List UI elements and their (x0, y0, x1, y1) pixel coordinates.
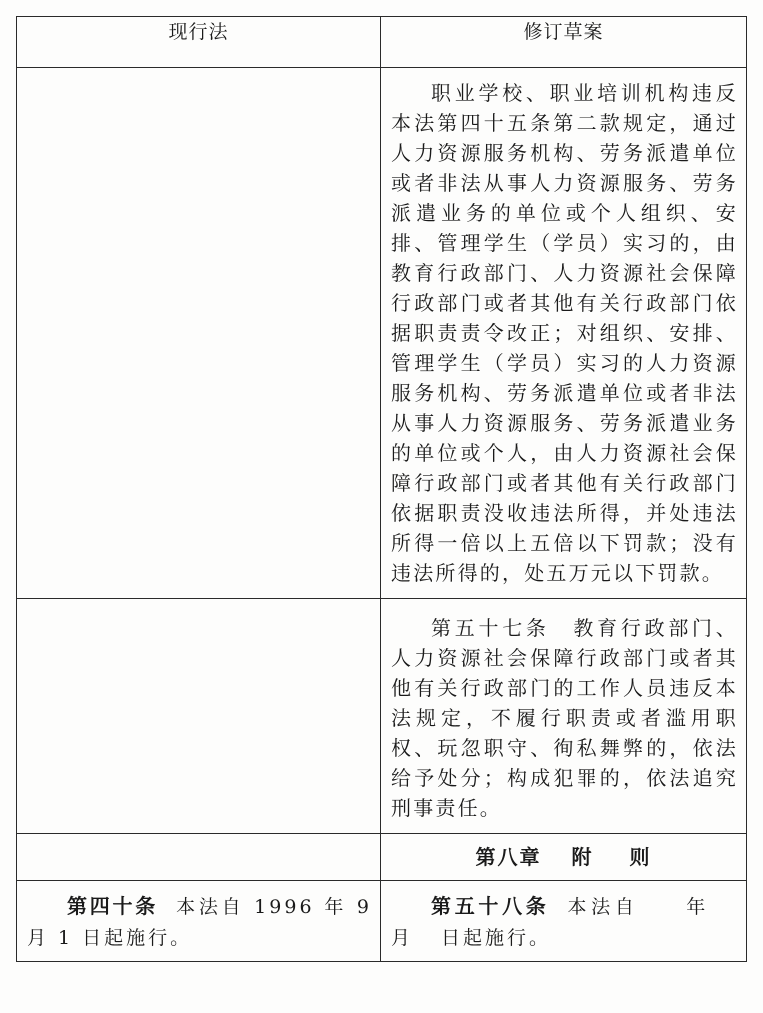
current-law-text (17, 599, 380, 623)
revision-draft-cell (381, 834, 747, 881)
table-row (17, 68, 747, 599)
article-58-text-3: 月 (391, 927, 414, 949)
header-revision-draft: 修订草案 (381, 17, 747, 68)
article-58-text-1: 本法自 (567, 896, 639, 918)
table-row (17, 881, 747, 962)
current-law-cell-empty (17, 834, 381, 881)
chapter-heading (381, 834, 746, 880)
chapter-title-part-2: 则 (629, 845, 652, 869)
current-law-cell (17, 881, 381, 962)
article-40-label: 第四十条 (67, 894, 159, 918)
current-law-text (17, 68, 380, 88)
article-40-text: 本法自 1996 年 9 月 1 日起施行。 (27, 896, 373, 949)
article-58-text-4: 日起施行。 (441, 927, 552, 949)
revision-draft-cell (381, 881, 747, 962)
revision-draft-cell (381, 68, 747, 599)
table-row (17, 599, 747, 834)
article-58-paragraph (381, 881, 746, 961)
current-law-cell-empty (17, 68, 381, 599)
penalty-paragraph: 职业学校、职业培训机构违反本法第四十五条第二款规定，通过人力资源服务机构、劳务派遣单位或者非法从事人力资源服务、劳务派遣业务的单位或个人组织、安排、管理学生（学员）实习的，由教育行政部门、人力资源社会保障行政部门或者其他有关行政部门依据职责责令改正；对组织、安排、管理学生（学员）实习的人力资源服务机构、劳务派遣单位或者非法从事人力资源服务、劳务派遣业务的单位或个人，由人力资源社会保障行政部门或者其他有关行政部门依据职责没收违法所得，并处违法所得一倍以上五倍以下罚款；没有违法所得的，处五万元以下罚款。 (391, 81, 738, 585)
article-58-label: 第五十八条 (431, 894, 550, 918)
table-row (17, 834, 747, 881)
header-row (17, 17, 747, 68)
revision-draft-cell (381, 599, 747, 834)
law-comparison-table (16, 16, 747, 962)
article-40-paragraph (17, 881, 380, 961)
chapter-title-part-1: 附 (571, 845, 594, 869)
article-58-text-2: 年 (684, 896, 710, 918)
header-current-law: 现行法 (17, 17, 381, 68)
chapter-number: 第八章 (475, 845, 542, 869)
article-57-text: 第五十七条 教育行政部门、人力资源社会保障行政部门或者其他有关行政部门的工作人员违反本法规定，不履行职责或者滥用职权、玩忽职守、徇私舞弊的，依法给予处分；构成犯罪的，依法追究刑事责任。 (391, 616, 738, 820)
current-law-cell-empty (17, 599, 381, 834)
